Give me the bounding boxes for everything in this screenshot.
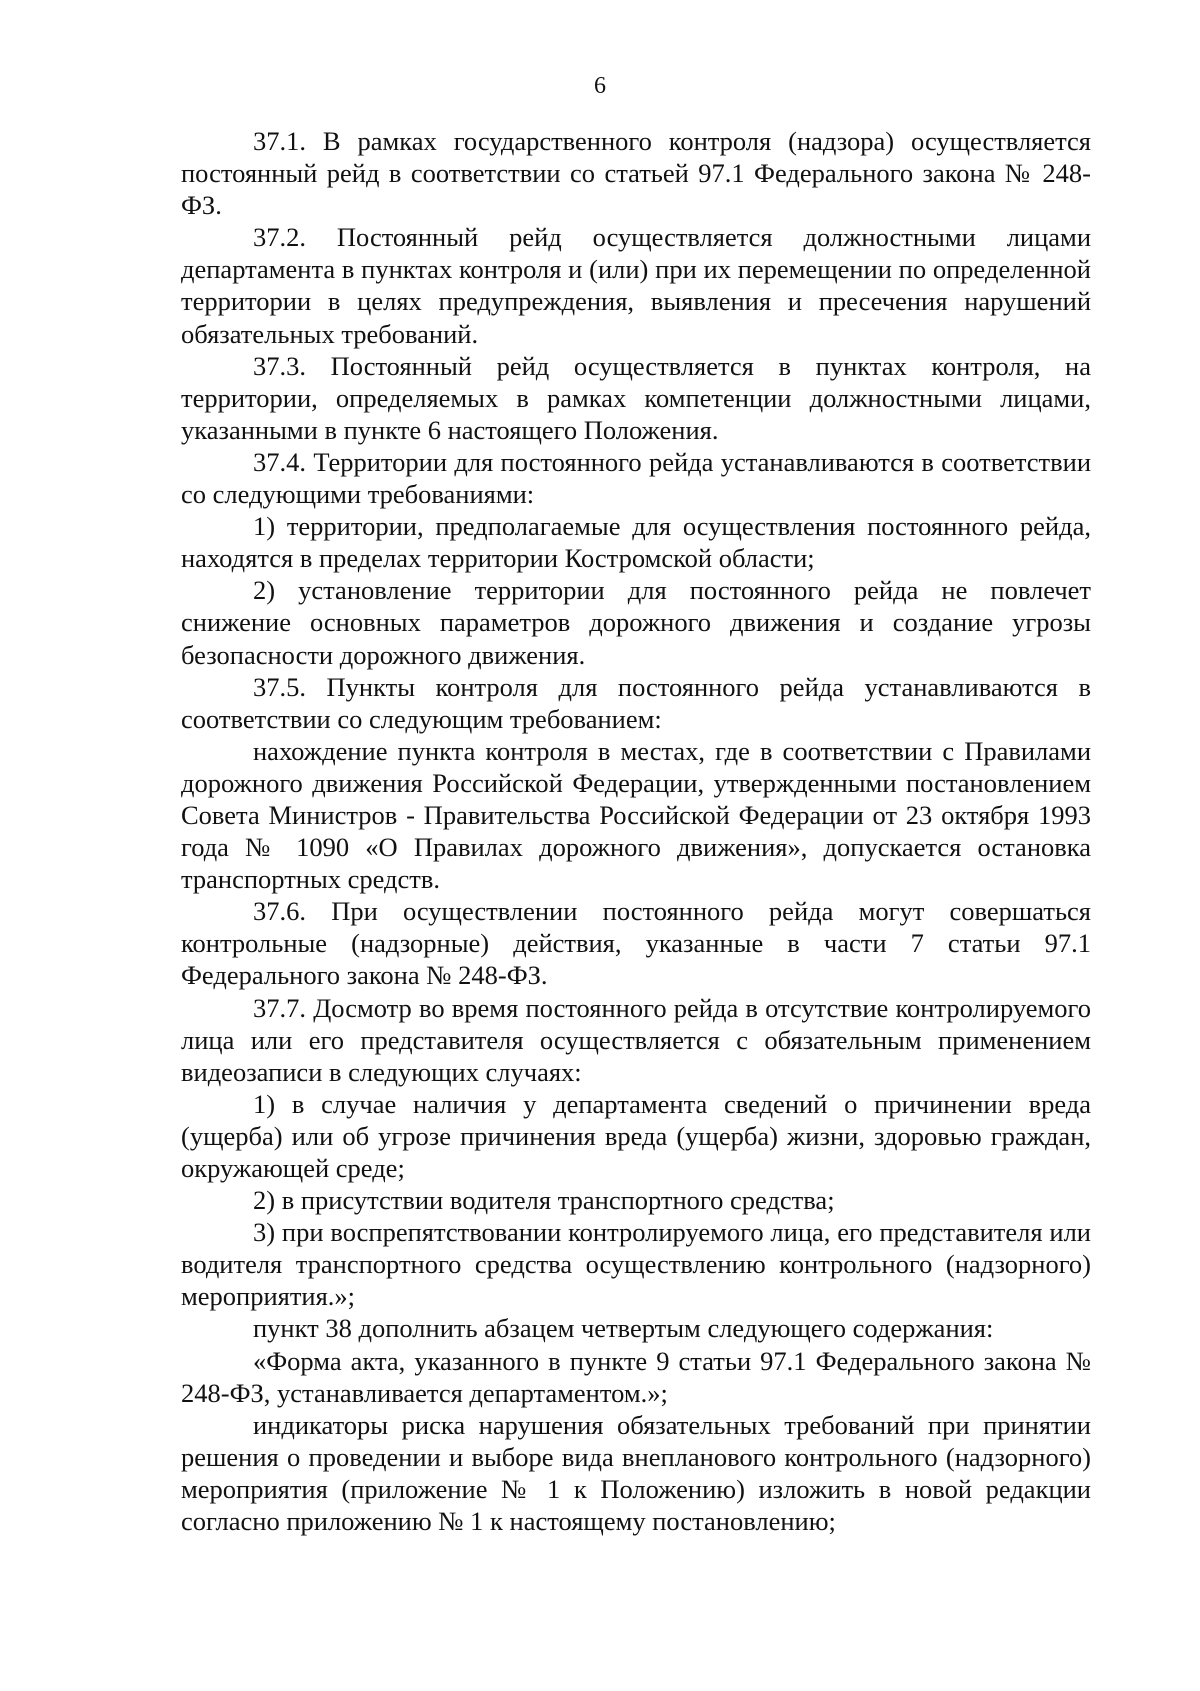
paragraph-37-4: 37.4. Территории для постоянного рейда устанавливаются в соответствии со следующими требованиями: — [181, 446, 1091, 510]
paragraph-37-7-item-3: 3) при воспрепятствовании контролируемого лица, его представителя или водителя транспортного средства осуществлению контрольного (надзорного) мероприятия.»; — [181, 1217, 1091, 1312]
paragraph-37-7: 37.7. Досмотр во время постоянного рейда в отсутствие контролируемого лица или его представителя осуществляется с обязательным применением видеозаписи в следующих случаях: — [181, 992, 1091, 1087]
paragraph-risk-indicators: индикаторы риска нарушения обязательных требований при принятии решения о проведении и выборе вида внепланового контрольного (надзорного) мероприятия (приложение № 1 к Положению) изложить в новой редакции согласно приложению № 1 к настоящему постановлению; — [181, 1409, 1091, 1537]
paragraph-37-2: 37.2. Постоянный рейд осуществляется должностными лицами департамента в пунктах контроля и (или) при их перемещении по определенной территории в целях предупреждения, выявления и пресечения нарушений обязательных требований. — [181, 222, 1091, 349]
paragraph-37-5-requirement: нахождение пункта контроля в местах, где в соответствии с Правилами дорожного движения Российской Федерации, утвержденными постановлением Совета Министров - Правительства Российской Федерации от 23 октября 1993 года № 1090 «О Правилах дорожного движения», допускается остановка транспортных средств. — [181, 735, 1091, 895]
paragraph-37-4-item-1: 1) территории, предполагаемые для осуществления постоянного рейда, находятся в пределах территории Костромской области; — [181, 511, 1091, 574]
paragraph-37-1: 37.1. В рамках государственного контроля (надзора) осуществляется постоянный рейд в соответствии со статьей 97.1 Федерального закона № 248-ФЗ. — [181, 126, 1091, 221]
paragraph-37-3: 37.3. Постоянный рейд осуществляется в пунктах контроля, на территории, определяемых в рамках компетенции должностными лицами, указанными в пункте 6 настоящего Положения. — [181, 350, 1091, 445]
paragraph-37-7-item-2: 2) в присутствии водителя транспортного средства; — [253, 1185, 835, 1216]
paragraph-37-6: 37.6. При осуществлении постоянного рейда могут совершаться контрольные (надзорные) действия, указанные в части 7 статьи 97.1 Федерального закона № 248-ФЗ. — [181, 896, 1091, 991]
paragraph-37-7-item-1: 1) в случае наличия у департамента сведений о причинении вреда (ущерба) или об угрозе причинения вреда (ущерба) жизни, здоровью граждан, окружающей среде; — [181, 1088, 1091, 1183]
paragraph-37-5: 37.5. Пункты контроля для постоянного рейда устанавливаются в соответствии со следующим требованием: — [181, 671, 1091, 734]
document-body — [181, 125, 1091, 1537]
paragraph-act-form: «Форма акта, указанного в пункте 9 статьи 97.1 Федерального закона № 248-ФЗ, устанавливается департаментом.»; — [181, 1345, 1091, 1408]
paragraph-point-38: пункт 38 дополнить абзацем четвертым следующего содержания: — [253, 1313, 994, 1344]
page-number: 6 — [594, 73, 606, 99]
paragraph-37-4-item-2: 2) установление территории для постоянного рейда не повлечет снижение основных параметров дорожного движения и создание угрозы безопасности дорожного движения. — [181, 575, 1091, 670]
